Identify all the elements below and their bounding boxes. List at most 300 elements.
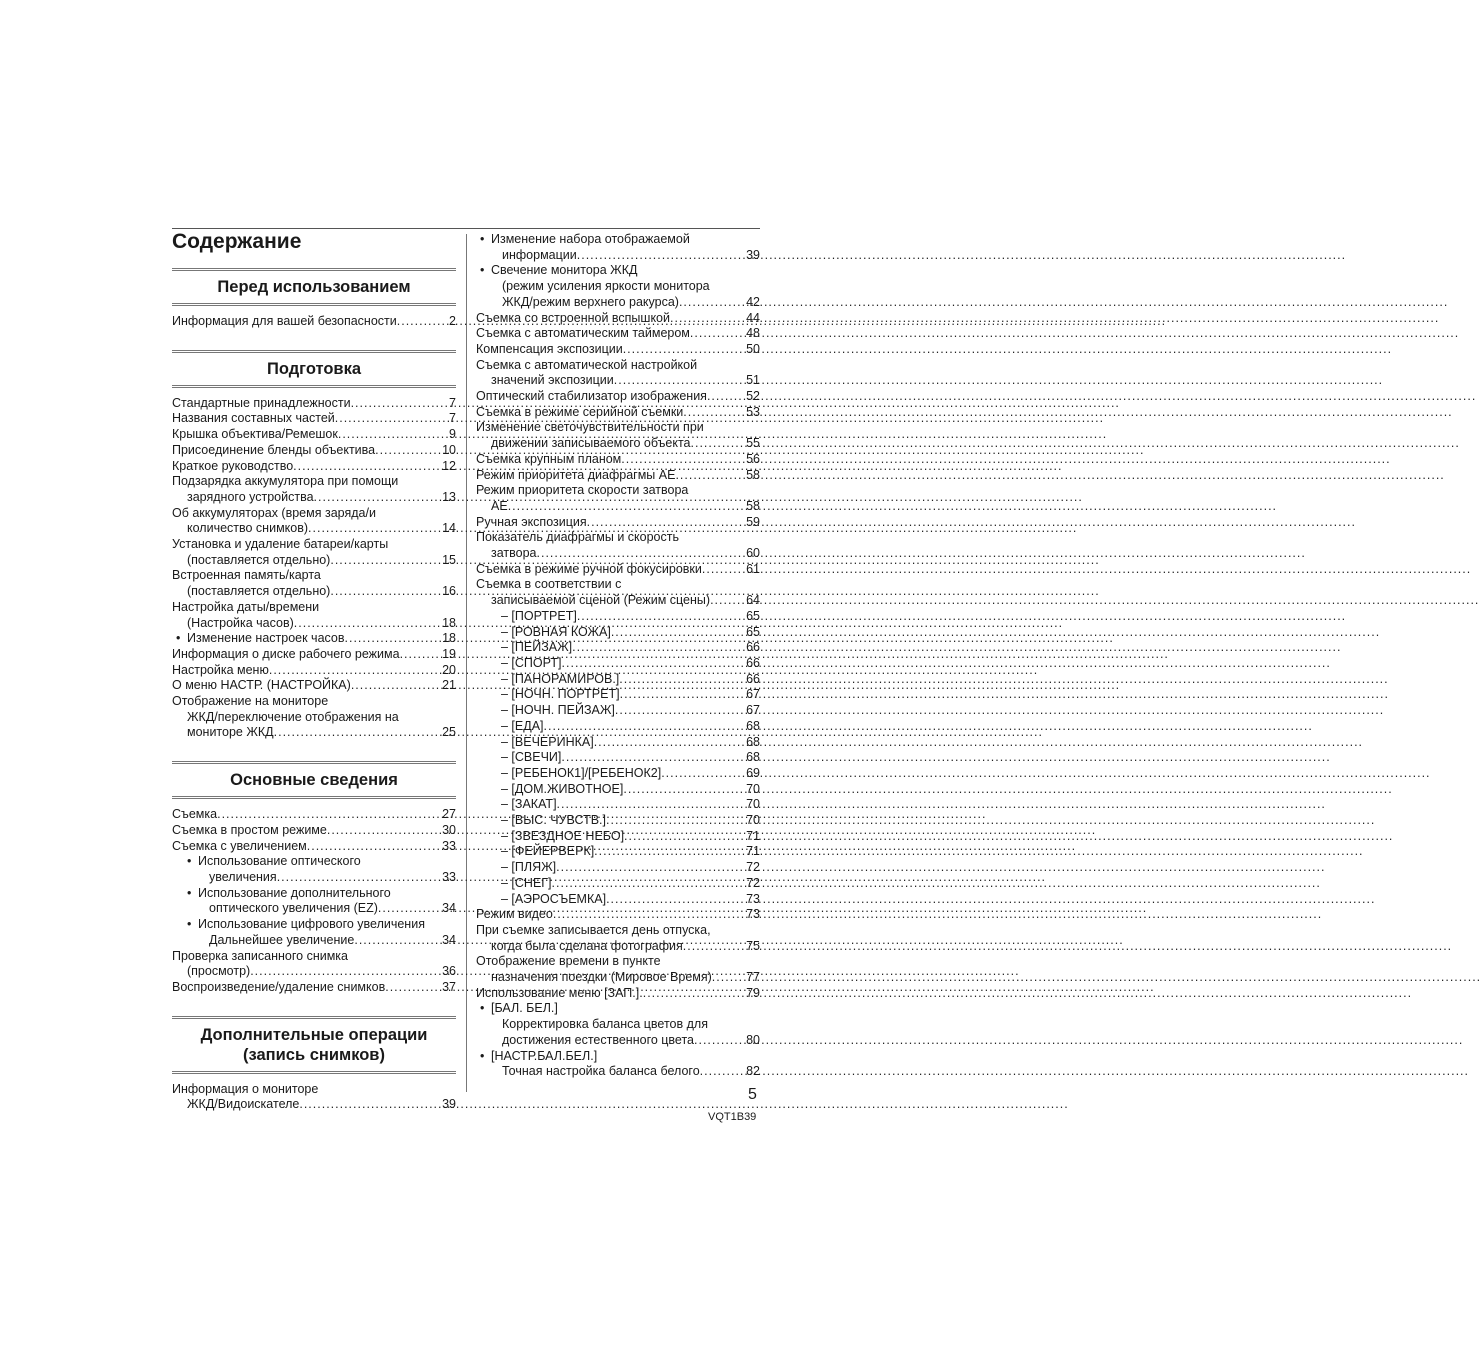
toc-entry-text: – [ПЛЯЖ]: [501, 860, 557, 875]
toc-entry-text: значений экспозиции: [491, 373, 614, 388]
toc-page-number: 80: [746, 1032, 760, 1047]
toc-entry[interactable]: [172, 537, 456, 568]
toc-entry[interactable]: [172, 506, 456, 537]
toc-page-number: 51: [746, 373, 760, 388]
toc-entry-text: Съемка в режиме ручной фокусировки: [476, 561, 702, 576]
toc-entry-text: информации: [502, 247, 577, 262]
toc-page-number: 75: [746, 938, 760, 953]
toc-entry-text: Съемка с автоматическим таймером: [476, 326, 690, 341]
dot-leader: [572, 640, 745, 656]
toc-entry-text: Информация о мониторе: [172, 1081, 319, 1096]
toc-entry-text: – [ЕДА]: [501, 718, 544, 733]
toc-page-number: 70: [746, 797, 760, 812]
toc-entry[interactable]: [476, 813, 760, 829]
toc-entry-text: (просмотр): [187, 964, 251, 979]
toc-entry[interactable]: [172, 411, 456, 427]
toc-entry[interactable]: [476, 1049, 760, 1080]
toc-entry-text: (поставляется отдельно): [187, 552, 331, 567]
section-heading: [172, 761, 456, 799]
toc-entry[interactable]: [172, 459, 456, 475]
toc-page-number: 14: [442, 521, 456, 536]
toc-page-number: 21: [442, 678, 456, 693]
toc-entry-text: Отображение на мониторе: [172, 694, 329, 709]
toc-page-number: 27: [442, 807, 456, 822]
toc-entry-text: – [ДОМ.ЖИВОТНОЕ]: [501, 781, 624, 796]
toc-entry[interactable]: [172, 823, 456, 839]
dot-leader: [277, 870, 441, 886]
dot-leader: [606, 892, 745, 908]
dot-leader: [508, 499, 745, 515]
toc-entry[interactable]: [476, 986, 760, 1002]
dot-leader: [299, 1097, 441, 1113]
toc-entry[interactable]: [476, 923, 760, 954]
toc-entry[interactable]: [476, 782, 760, 798]
toc-entry-text: Съемка в простом режиме: [172, 822, 327, 837]
toc-entry[interactable]: [476, 609, 760, 625]
toc-entry[interactable]: [476, 907, 760, 923]
toc-entry-text: – [СВЕЧИ]: [501, 750, 562, 765]
toc-entry-text: Съемка с увеличением: [172, 838, 307, 853]
toc-entry[interactable]: [172, 427, 456, 443]
toc-page-number: 71: [746, 828, 760, 843]
toc-entry[interactable]: [476, 232, 760, 263]
toc-entry[interactable]: [172, 600, 456, 631]
toc-entry-text: Изменение светочувствительности при: [476, 420, 704, 435]
toc-entry-text: – [НОЧН. ПОРТРЕТ]: [501, 687, 620, 702]
toc-entry-text: мониторе ЖКД: [187, 725, 274, 740]
toc-entry-text: количество снимков): [187, 521, 309, 536]
dot-leader: [354, 933, 441, 949]
page-number: 5: [748, 1086, 757, 1103]
toc-page-number: 36: [442, 964, 456, 979]
toc-entry[interactable]: [476, 625, 760, 641]
toc-entry[interactable]: [172, 980, 456, 996]
toc-page-number: 50: [746, 341, 760, 356]
toc-page-number: 25: [442, 725, 456, 740]
dot-leader: [307, 839, 441, 855]
toc-page-number: 56: [746, 451, 760, 466]
toc-entry-text: ЖКД/переключение отображения на: [187, 709, 399, 724]
toc-entry[interactable]: [476, 530, 760, 561]
dot-leader: [552, 876, 746, 892]
toc-entry-text: – [ФЕЙЕРВЕРК]: [501, 844, 595, 859]
toc-entry-text: Корректировка баланса цветов для: [502, 1017, 708, 1032]
toc-entry-text: Информация о диске рабочего режима: [172, 646, 400, 661]
toc-entry[interactable]: [172, 694, 456, 741]
toc-entry-text: ЖКД/Видоискателе: [187, 1097, 300, 1112]
toc-page-number: 53: [746, 404, 760, 419]
toc-page-number: 79: [746, 985, 760, 1000]
toc-entry[interactable]: [476, 797, 760, 813]
dot-leader: [351, 678, 441, 694]
toc-entry[interactable]: [476, 844, 760, 860]
toc-page-number: 65: [746, 624, 760, 639]
toc-entry[interactable]: [476, 860, 760, 876]
toc-entry-text: Подзарядка аккумулятора при помощи: [172, 474, 399, 489]
toc-entry[interactable]: [476, 735, 760, 751]
toc-entry-text: • Использование цифрового увеличения: [198, 917, 425, 932]
toc-entry[interactable]: [476, 405, 760, 421]
toc-entry-text: Встроенная память/карта: [172, 568, 321, 583]
toc-entry-text: Краткое руководство: [172, 458, 294, 473]
dot-leader: [700, 1064, 745, 1080]
toc-entry[interactable]: [476, 954, 760, 985]
toc-entry[interactable]: [172, 314, 456, 330]
toc-entry[interactable]: [476, 562, 760, 578]
toc-entry-text: Съемка: [172, 807, 218, 822]
toc-entry[interactable]: [476, 829, 760, 845]
toc-entry-text: увеличения: [209, 869, 277, 884]
toc-entry-text: – [ЗВЕЗДНОЕ НЕБО]: [501, 828, 625, 843]
toc-entry[interactable]: [172, 568, 456, 599]
dot-leader: [274, 725, 441, 741]
toc-entry-text: – [ПОРТРЕТ]: [501, 608, 577, 623]
toc-entry-text: записываемой сценой (Режим сцены): [491, 593, 711, 608]
section-heading-line: Перед использованием: [217, 278, 411, 296]
toc-entry[interactable]: [476, 876, 760, 892]
dot-leader: [623, 342, 745, 358]
toc-entry-text: – [ВЫС. ЧУВСТВ.]: [501, 813, 606, 828]
toc-page-number: 16: [442, 584, 456, 599]
dot-leader: [553, 907, 745, 923]
toc-page-number: 34: [442, 932, 456, 947]
toc-page-number: 65: [746, 608, 760, 623]
toc-entry-text: (режим усиления яркости монитора: [502, 279, 710, 294]
dot-leader: [621, 452, 745, 468]
toc-page-number: 66: [746, 671, 760, 686]
toc-entry[interactable]: [476, 342, 760, 358]
toc-entry-text: Оптический стабилизатор изображения: [476, 389, 707, 404]
toc-page-number: 70: [746, 781, 760, 796]
toc-page-number: 39: [746, 247, 760, 262]
toc-entry[interactable]: [172, 949, 456, 980]
toc-entry-text: Съемка со встроенной вспышкой: [476, 310, 670, 325]
toc-entry-text: • Использование дополнительного: [198, 885, 391, 900]
toc-entry-text: – [РОВНАЯ КОЖА]: [501, 624, 611, 639]
toc-entry-text: Показатель диафрагмы и скорость: [476, 530, 679, 545]
toc-entry-text: Информация для вашей безопасности: [172, 314, 397, 328]
toc-entry-text: • Использование оптического: [198, 854, 361, 869]
dot-leader: [702, 562, 745, 578]
toc-entry-text: движении записываемого объекта: [491, 436, 691, 451]
toc-page-number: 44: [746, 310, 760, 325]
toc-entry-text: Об аккумуляторах (время заряда/и: [172, 505, 376, 520]
dot-leader: [690, 326, 745, 342]
dot-leader: [378, 901, 441, 917]
section-heading-line: Основные сведения: [230, 771, 398, 790]
toc-entry[interactable]: [476, 468, 760, 484]
dot-leader: [611, 625, 745, 641]
toc-page-number: 73: [746, 907, 760, 922]
toc-entry[interactable]: [476, 766, 760, 782]
dot-leader: [335, 411, 448, 427]
top-rule: [172, 228, 760, 229]
toc-entry[interactable]: [172, 807, 456, 823]
toc-page-number: 42: [746, 294, 760, 309]
dot-leader: [351, 396, 448, 412]
toc-page-number: 58: [746, 498, 760, 513]
section-heading-line: Дополнительные операции: [200, 1025, 428, 1044]
toc-entry-text: – [ПЕЙЗАЖ]: [501, 640, 573, 655]
toc-page-number: 66: [746, 640, 760, 655]
toc-page-number: 12: [442, 458, 456, 473]
section-heading-line: Подготовка: [266, 359, 362, 378]
toc-entry-text: Стандартные принадлежности: [172, 395, 351, 410]
toc-entry-text: оптического увеличения (EZ): [209, 901, 378, 916]
toc-page-number: 77: [746, 970, 760, 985]
dot-leader: [577, 248, 745, 264]
dot-leader: [670, 311, 745, 327]
dot-leader: [577, 609, 745, 625]
toc-entry-text: • Свечение монитора ЖКД: [491, 263, 638, 278]
dot-leader: [562, 656, 746, 672]
dot-leader: [606, 813, 745, 829]
dot-leader: [556, 860, 745, 876]
toc-entry-text: Установка и удаление батареи/карты: [172, 537, 389, 552]
dot-leader: [615, 703, 745, 719]
toc-entry-text: Использование меню [ЗАП.].: [476, 985, 643, 1000]
dot-leader: [707, 389, 745, 405]
toc-entry-text: Компенсация экспозиции: [476, 341, 623, 356]
toc-entry[interactable]: [172, 886, 456, 917]
dot-leader: [594, 735, 745, 751]
toc-entry-text: достижения естественного цвета: [502, 1032, 695, 1047]
toc-page-number: 82: [746, 1064, 760, 1079]
toc-entry[interactable]: [476, 515, 760, 531]
toc-left-column: [172, 268, 456, 1113]
toc-entry[interactable]: [172, 631, 456, 647]
toc-entry[interactable]: [172, 474, 456, 505]
dot-leader: [594, 844, 745, 860]
toc-entry[interactable]: [476, 703, 760, 719]
toc-page-number: 2: [449, 314, 456, 328]
toc-entry[interactable]: [172, 443, 456, 459]
toc-entry-text: • Изменение настроек часов: [187, 631, 345, 646]
section-heading: [172, 350, 456, 388]
dot-leader: [557, 797, 746, 813]
toc-entry-text: Дальнейшее увеличение: [209, 932, 355, 947]
dot-leader: [537, 546, 746, 562]
toc-entry[interactable]: [476, 1001, 760, 1048]
dot-leader: [683, 405, 745, 421]
toc-entry-text: – [НОЧН. ПЕЙЗАЖ]: [501, 703, 615, 718]
toc-entry[interactable]: [476, 483, 760, 514]
dot-leader: [400, 647, 442, 663]
toc-right-column: [476, 232, 760, 1080]
dot-leader: [397, 314, 448, 330]
toc-entry-text: ЖКД/режим верхнего ракурса): [502, 294, 679, 309]
toc-entry-text: – [СНЕГ]: [501, 875, 552, 890]
toc-entry[interactable]: [476, 656, 760, 672]
dot-leader: [217, 807, 441, 823]
dot-leader: [620, 687, 746, 703]
toc-page-number: 60: [746, 546, 760, 561]
toc-entry[interactable]: [476, 389, 760, 405]
toc-page-number: 69: [746, 765, 760, 780]
toc-page-number: 48: [746, 326, 760, 341]
dot-leader: [683, 939, 745, 955]
toc-entry[interactable]: [172, 1082, 456, 1113]
dot-leader: [619, 672, 745, 688]
toc-page-number: 72: [746, 875, 760, 890]
toc-entry[interactable]: [476, 311, 760, 327]
toc-page-number: 10: [442, 442, 456, 457]
dot-leader: [661, 766, 745, 782]
toc-entry[interactable]: [476, 640, 760, 656]
dot-leader: [294, 616, 441, 632]
dot-leader: [561, 750, 745, 766]
toc-entry-text: При съемке записывается день отпуска,: [476, 922, 711, 937]
toc-page-number: 7: [449, 411, 456, 426]
toc-entry-text: – [РЕБЕНОК1]/[РЕБЕНОК2]: [501, 765, 662, 780]
toc-entry-text: – [СПОРТ]: [501, 655, 562, 670]
page-title: Содержание: [172, 230, 302, 253]
toc-page-number: 67: [746, 703, 760, 718]
dot-leader: [330, 553, 441, 569]
toc-page-number: 59: [746, 514, 760, 529]
toc-page-number: 64: [746, 593, 760, 608]
dot-leader: [679, 295, 745, 311]
toc-entry-text: Крышка объектива/Ремешок: [172, 427, 338, 442]
toc-entry-text: Проверка записанного снимка: [172, 948, 348, 963]
toc-entry-text: Съемка в режиме серийной съемки: [476, 404, 684, 419]
toc-entry-text: О меню НАСТР. (НАСТРОЙКА): [172, 678, 351, 693]
toc-page-number: 71: [746, 844, 760, 859]
toc-entry-text: Съемка крупным планом: [476, 451, 622, 466]
toc-page-number: 18: [442, 615, 456, 630]
toc-entry-text: Режим видео: [476, 907, 553, 922]
section-heading-line: (запись снимков): [243, 1045, 385, 1064]
toc-entry-text: • [НАСТР.БАЛ.БЕЛ.]: [491, 1048, 598, 1063]
dot-leader: [694, 1033, 745, 1049]
dot-leader: [345, 631, 442, 647]
toc-page-number: 18: [442, 631, 456, 646]
dot-leader: [269, 663, 441, 679]
dot-leader: [675, 468, 745, 484]
toc-page-number: 39: [442, 1097, 456, 1112]
toc-entry-text: зарядного устройства: [187, 489, 314, 504]
toc-entry-text: когда была сделана фотография: [491, 938, 683, 953]
toc-page-number: 33: [442, 838, 456, 853]
toc-entry[interactable]: [476, 358, 760, 389]
dot-leader: [712, 970, 745, 986]
toc-entry[interactable]: [476, 577, 760, 608]
toc-entry[interactable]: [476, 719, 760, 735]
document-code: VQT1B39: [708, 1111, 757, 1123]
toc-page-number: 52: [746, 389, 760, 404]
toc-page-number: 73: [746, 891, 760, 906]
toc-entry[interactable]: [476, 326, 760, 342]
dot-leader: [314, 490, 442, 506]
toc-page-number: 67: [746, 687, 760, 702]
toc-entry[interactable]: [172, 854, 456, 885]
toc-page-number: 61: [746, 561, 760, 576]
toc-entry[interactable]: [172, 917, 456, 948]
dot-leader: [643, 986, 745, 1002]
toc-entry-text: Точная настройка баланса белого: [502, 1064, 700, 1079]
toc-entry-text: • Изменение набора отображаемой: [491, 232, 690, 246]
toc-entry[interactable]: [476, 420, 760, 451]
dot-leader: [338, 427, 448, 443]
toc-entry-text: • [БАЛ. БЕЛ.]: [491, 1001, 558, 1016]
toc-entry-text: – [ПАНОРАМИРОВ.]: [501, 671, 620, 686]
toc-entry[interactable]: [476, 687, 760, 703]
dot-leader: [250, 964, 441, 980]
toc-entry[interactable]: [172, 663, 456, 679]
toc-entry[interactable]: [476, 750, 760, 766]
toc-page-number: 34: [442, 901, 456, 916]
toc-entry[interactable]: [172, 647, 456, 663]
toc-entry-text: Режим приоритета скорости затвора: [476, 483, 689, 498]
toc-entry[interactable]: [172, 839, 456, 855]
toc-page-number: 66: [746, 655, 760, 670]
toc-page-number: 55: [746, 436, 760, 451]
toc-page-number: 13: [442, 489, 456, 504]
toc-page-number: 72: [746, 860, 760, 875]
toc-page-number: 9: [449, 427, 456, 442]
dot-leader: [624, 829, 745, 845]
toc-page-number: 7: [449, 395, 456, 410]
toc-entry-text: – [АЭРОСЪЕМКА]: [501, 891, 607, 906]
toc-page-number: 19: [442, 646, 456, 661]
toc-entry-text: Съемка в соответствии с: [476, 577, 622, 592]
toc-entry-text: Настройка меню: [172, 662, 269, 677]
toc-entry-text: Настройка даты/времени: [172, 599, 320, 614]
toc-entry-text: – [ВЕЧЕРИНКА]: [501, 734, 594, 749]
dot-leader: [293, 459, 441, 475]
dot-leader: [544, 719, 746, 735]
toc-page-number: 15: [442, 552, 456, 567]
toc-entry-text: AE: [491, 498, 508, 513]
toc-entry[interactable]: [476, 263, 760, 310]
toc-entry[interactable]: [476, 672, 760, 688]
toc-page-number: 68: [746, 718, 760, 733]
toc-entry[interactable]: [476, 892, 760, 908]
toc-page-number: 37: [442, 979, 456, 994]
toc-entry-text: Отображение времени в пункте: [476, 954, 661, 969]
dot-leader: [710, 593, 745, 609]
toc-entry-text: – [ЗАКАТ]: [501, 797, 557, 812]
section-heading: [172, 268, 456, 306]
toc-entry[interactable]: [476, 452, 760, 468]
toc-entry-text: Воспроизведение/удаление снимков: [172, 979, 386, 994]
dot-leader: [385, 980, 441, 996]
toc-page-number: 58: [746, 467, 760, 482]
toc-entry-text: (Настройка часов): [187, 615, 294, 630]
section-heading: [172, 1016, 456, 1074]
toc-entry-text: Названия составных частей: [172, 411, 335, 426]
dot-leader: [308, 521, 441, 537]
toc-entry-text: Режим приоритета диафрагмы AE: [476, 467, 676, 482]
toc-page-number: 68: [746, 734, 760, 749]
toc-entry-text: Ручная экспозиция: [476, 514, 587, 529]
toc-entry-text: затвора: [491, 546, 537, 561]
dot-leader: [623, 782, 745, 798]
toc-page-number: 20: [442, 662, 456, 677]
toc-entry-text: Съемка с автоматической настройкой: [476, 357, 698, 372]
dot-leader: [691, 436, 746, 452]
toc-entry[interactable]: [172, 396, 456, 412]
toc-page-number: 33: [442, 869, 456, 884]
dot-leader: [587, 515, 745, 531]
toc-entry[interactable]: [172, 678, 456, 694]
dot-leader: [327, 823, 441, 839]
toc-entry-text: назначения поездки (Мировое Время): [491, 970, 712, 985]
dot-leader: [330, 584, 441, 600]
dot-leader: [375, 443, 441, 459]
toc-entry-text: (поставляется отдельно): [187, 584, 331, 599]
toc-page-number: 70: [746, 813, 760, 828]
